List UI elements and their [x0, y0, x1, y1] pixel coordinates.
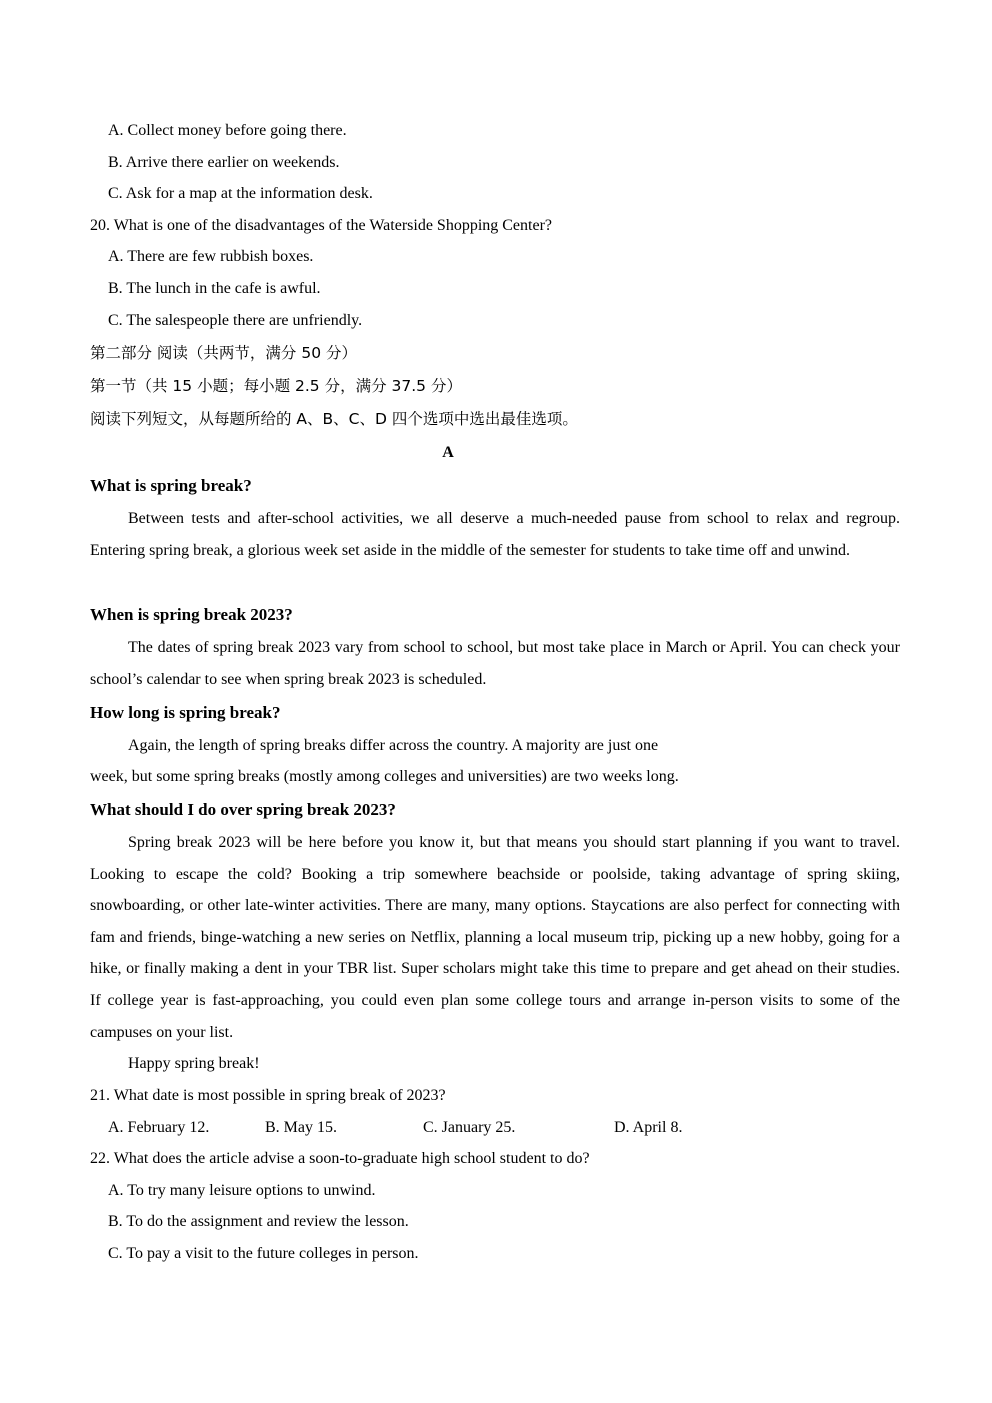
q20-option-b: B. The lunch in the cafe is awful.	[108, 280, 321, 297]
paragraph-how-long-line1: Again, the length of spring breaks differ across the country. A majority are just one	[128, 737, 659, 754]
q19-option-b: B. Arrive there earlier on weekends.	[108, 154, 340, 171]
instructions: 阅读下列短文，从每题所给的 A、B、C、D 四个选项中选出最佳选项。	[90, 410, 578, 428]
q22-option-b: B. To do the assignment and review the lesson.	[108, 1213, 409, 1230]
q21-option-b: B. May 15.	[265, 1119, 337, 1136]
section-title: 第一节（共 15 小题；每小题 2.5 分，满分 37.5 分）	[90, 377, 462, 395]
q19-option-a: A. Collect money before going there.	[108, 122, 347, 139]
q21-option-c: C. January 25.	[423, 1119, 516, 1136]
q21-stem: 21. What date is most possible in spring break of 2023?	[90, 1087, 446, 1104]
q21-option-d: D. April 8.	[614, 1119, 683, 1136]
q20-option-c: C. The salespeople there are unfriendly.	[108, 312, 363, 329]
q22-option-a: A. To try many leisure options to unwind.	[108, 1182, 376, 1199]
paragraph-when-is: The dates of spring break 2023 vary from school to school, but most take place in March or April. You can check your school’s calendar to see when spring break 2023 is scheduled.	[90, 639, 900, 688]
closing-line: Happy spring break!	[128, 1055, 260, 1072]
q19-option-c: C. Ask for a map at the information desk.	[108, 185, 373, 202]
part-title: 第二部分 阅读（共两节，满分 50 分）	[90, 344, 358, 362]
q21-option-a: A. February 12.	[108, 1119, 210, 1136]
q22-option-c: C. To pay a visit to the future colleges in person.	[108, 1245, 419, 1262]
paragraph-what-should: Spring break 2023 will be here before you know it, but that means you should start planning if you want to travel. Looking to escape the cold? Booking a trip somewhere beachside or poolside, taking advantage of spring skiing, snowboarding, or other late-winter activities. There are many, many options. Staycations are also perfect for connecting with fam and friends, binge-watching a new series on Netflix, planning a local museum trip, picking up a new hobby, going for a hike, or finally making a dent in your TBR list. Super scholars might take this time to prepare and get ahead on their studies. If college year is fast-approaching, you could even plan some college tours and arrange in-person visits to some of the campuses on your list.	[90, 834, 900, 1041]
heading-when-is: When is spring break 2023?	[90, 605, 293, 624]
passage-label: A	[442, 444, 454, 461]
q20-option-a: A. There are few rubbish boxes.	[108, 248, 314, 265]
heading-how-long: How long is spring break?	[90, 703, 281, 722]
q20-stem: 20. What is one of the disadvantages of the Waterside Shopping Center?	[90, 217, 553, 234]
heading-what-should: What should I do over spring break 2023?	[90, 800, 396, 819]
q22-stem: 22. What does the article advise a soon-to-graduate high school student to do?	[90, 1150, 590, 1167]
paragraph-what-is: Between tests and after-school activities, we all deserve a much-needed pause from school to relax and regroup. Entering spring break, a glorious week set aside in the middle of the semester for students to take time off and unwind.	[90, 510, 900, 559]
heading-what-is: What is spring break?	[90, 476, 252, 495]
paragraph-how-long-line2: week, but some spring breaks (mostly among colleges and universities) are two weeks long.	[90, 768, 679, 785]
